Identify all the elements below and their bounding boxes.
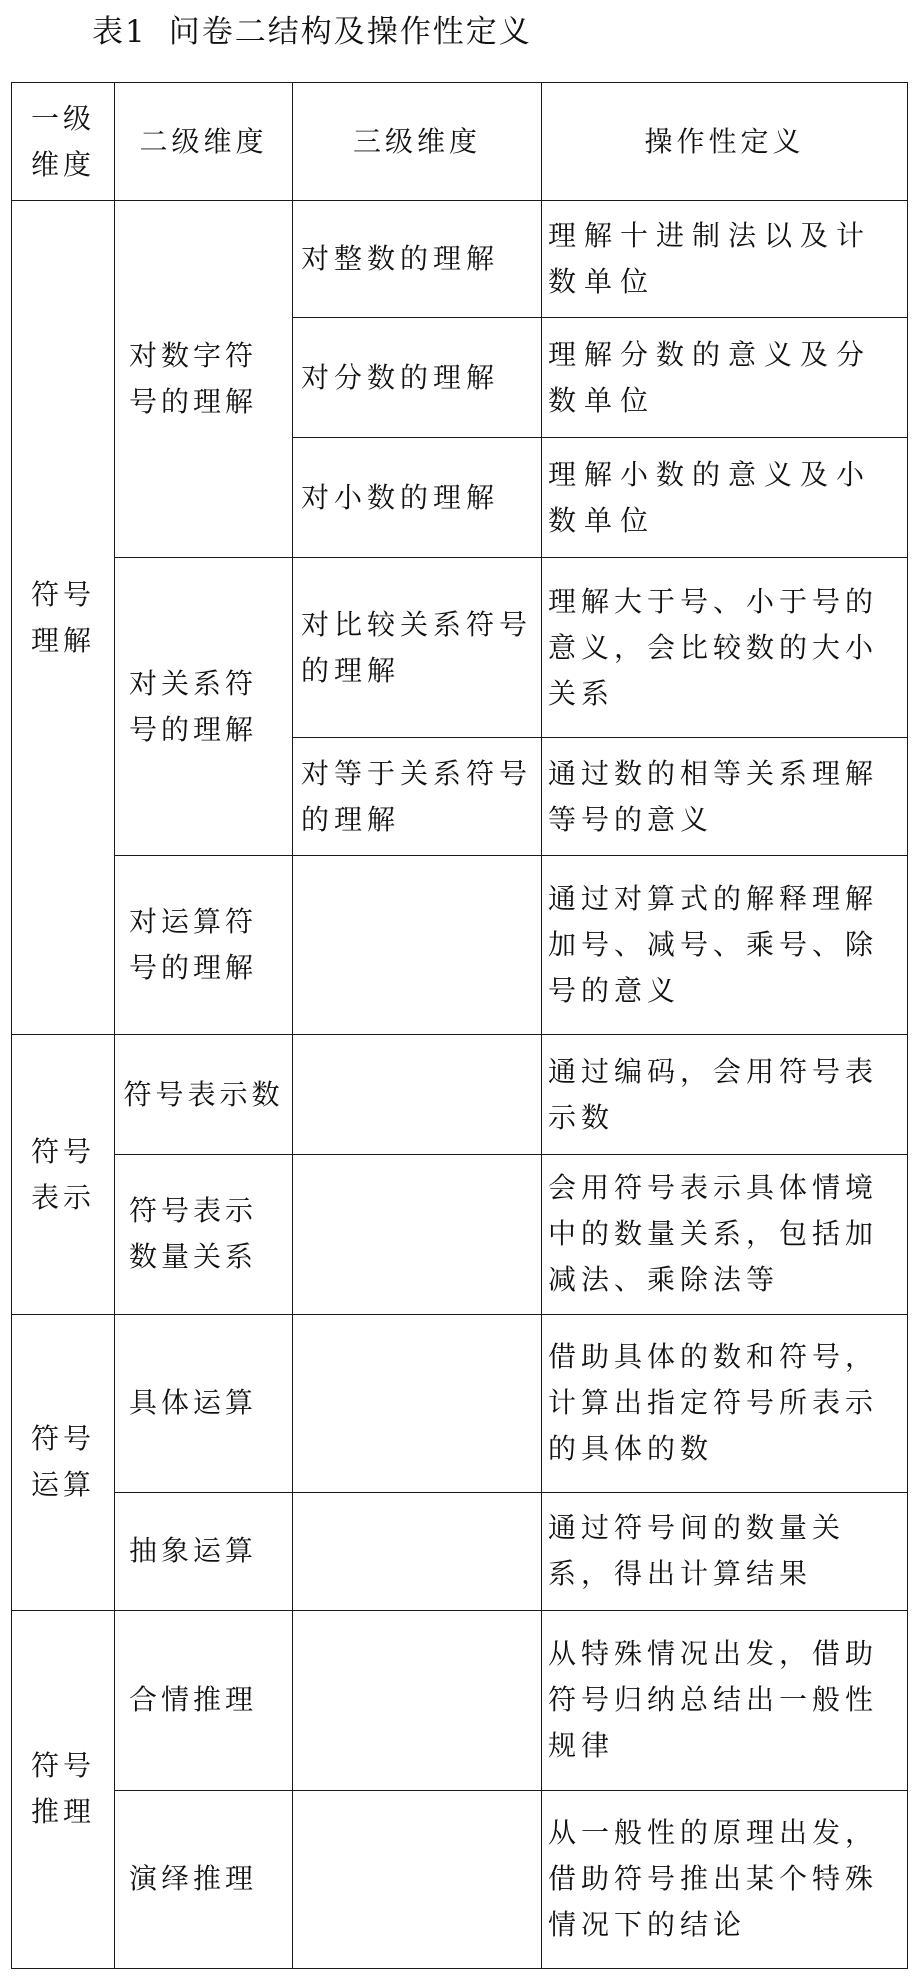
table-row — [12, 1314, 908, 1492]
header-definition: 操作性定义 — [542, 83, 908, 201]
secondary-cell: 演绎推理 — [115, 1790, 293, 1968]
definition-cell: 从一般性的原理出发，借助符号推出某个特殊情况下的结论 — [542, 1790, 908, 1968]
table-row — [12, 558, 908, 738]
definition-cell: 理解分数的意义及分数单位 — [542, 318, 908, 438]
table-row — [12, 856, 908, 1035]
definition-cell: 理解小数的意义及小数单位 — [542, 438, 908, 558]
definition-cell: 借助具体的数和符号，计算出指定符号所表示的具体的数 — [542, 1314, 908, 1492]
definition-cell: 通过数的相等关系理解等号的意义 — [542, 738, 908, 856]
primary-cell: 符号理解 — [12, 201, 115, 1035]
table-row — [12, 201, 908, 318]
definition-cell: 通过符号间的数量关系，得出计算结果 — [542, 1492, 908, 1610]
primary-cell: 符号表示 — [12, 1035, 115, 1314]
structure-table — [11, 82, 908, 1969]
definition-cell: 通过对算式的解释理解加号、减号、乘号、除号的意义 — [542, 856, 908, 1035]
primary-cell: 符号运算 — [12, 1314, 115, 1610]
table-row — [12, 1790, 908, 1968]
table-title: 问卷二结构及操作性定义 — [168, 14, 532, 50]
tertiary-cell — [293, 1790, 542, 1968]
secondary-cell: 具体运算 — [115, 1314, 293, 1492]
table-row — [12, 1492, 908, 1610]
tertiary-cell — [293, 1492, 542, 1610]
definition-cell: 会用符号表示具体情境中的数量关系，包括加减法、乘除法等 — [542, 1154, 908, 1314]
table-row — [12, 1035, 908, 1154]
secondary-cell: 符号表示数 — [115, 1035, 293, 1154]
secondary-cell: 对运算符号的理解 — [115, 856, 293, 1035]
primary-cell: 符号推理 — [12, 1610, 115, 1968]
header-row — [12, 83, 908, 201]
tertiary-cell: 对小数的理解 — [293, 438, 542, 558]
secondary-cell: 对数字符号的理解 — [115, 201, 293, 558]
secondary-cell: 符号表示数量关系 — [115, 1154, 293, 1314]
secondary-cell: 合情推理 — [115, 1610, 293, 1790]
table-number: 表1 — [92, 14, 147, 50]
tertiary-cell: 对等于关系符号的理解 — [293, 738, 542, 856]
tertiary-cell: 对整数的理解 — [293, 201, 542, 318]
definition-cell: 理解大于号、小于号的意义，会比较数的大小关系 — [542, 558, 908, 738]
header-secondary: 二级维度 — [115, 83, 293, 201]
table-caption — [92, 4, 532, 60]
tertiary-cell — [293, 856, 542, 1035]
tertiary-cell: 对比较关系符号的理解 — [293, 558, 542, 738]
tertiary-cell: 对分数的理解 — [293, 318, 542, 438]
tertiary-cell — [293, 1035, 542, 1154]
table-row — [12, 1154, 908, 1314]
definition-cell: 从特殊情况出发，借助符号归纳总结出一般性规律 — [542, 1610, 908, 1790]
table-row — [12, 1610, 908, 1790]
tertiary-cell — [293, 1154, 542, 1314]
header-primary: 一级维度 — [12, 83, 115, 201]
definition-cell: 理解十进制法以及计数单位 — [542, 201, 908, 318]
header-tertiary: 三级维度 — [293, 83, 542, 201]
secondary-cell: 对关系符号的理解 — [115, 558, 293, 856]
tertiary-cell — [293, 1610, 542, 1790]
tertiary-cell — [293, 1314, 542, 1492]
definition-cell: 通过编码，会用符号表示数 — [542, 1035, 908, 1154]
secondary-cell: 抽象运算 — [115, 1492, 293, 1610]
